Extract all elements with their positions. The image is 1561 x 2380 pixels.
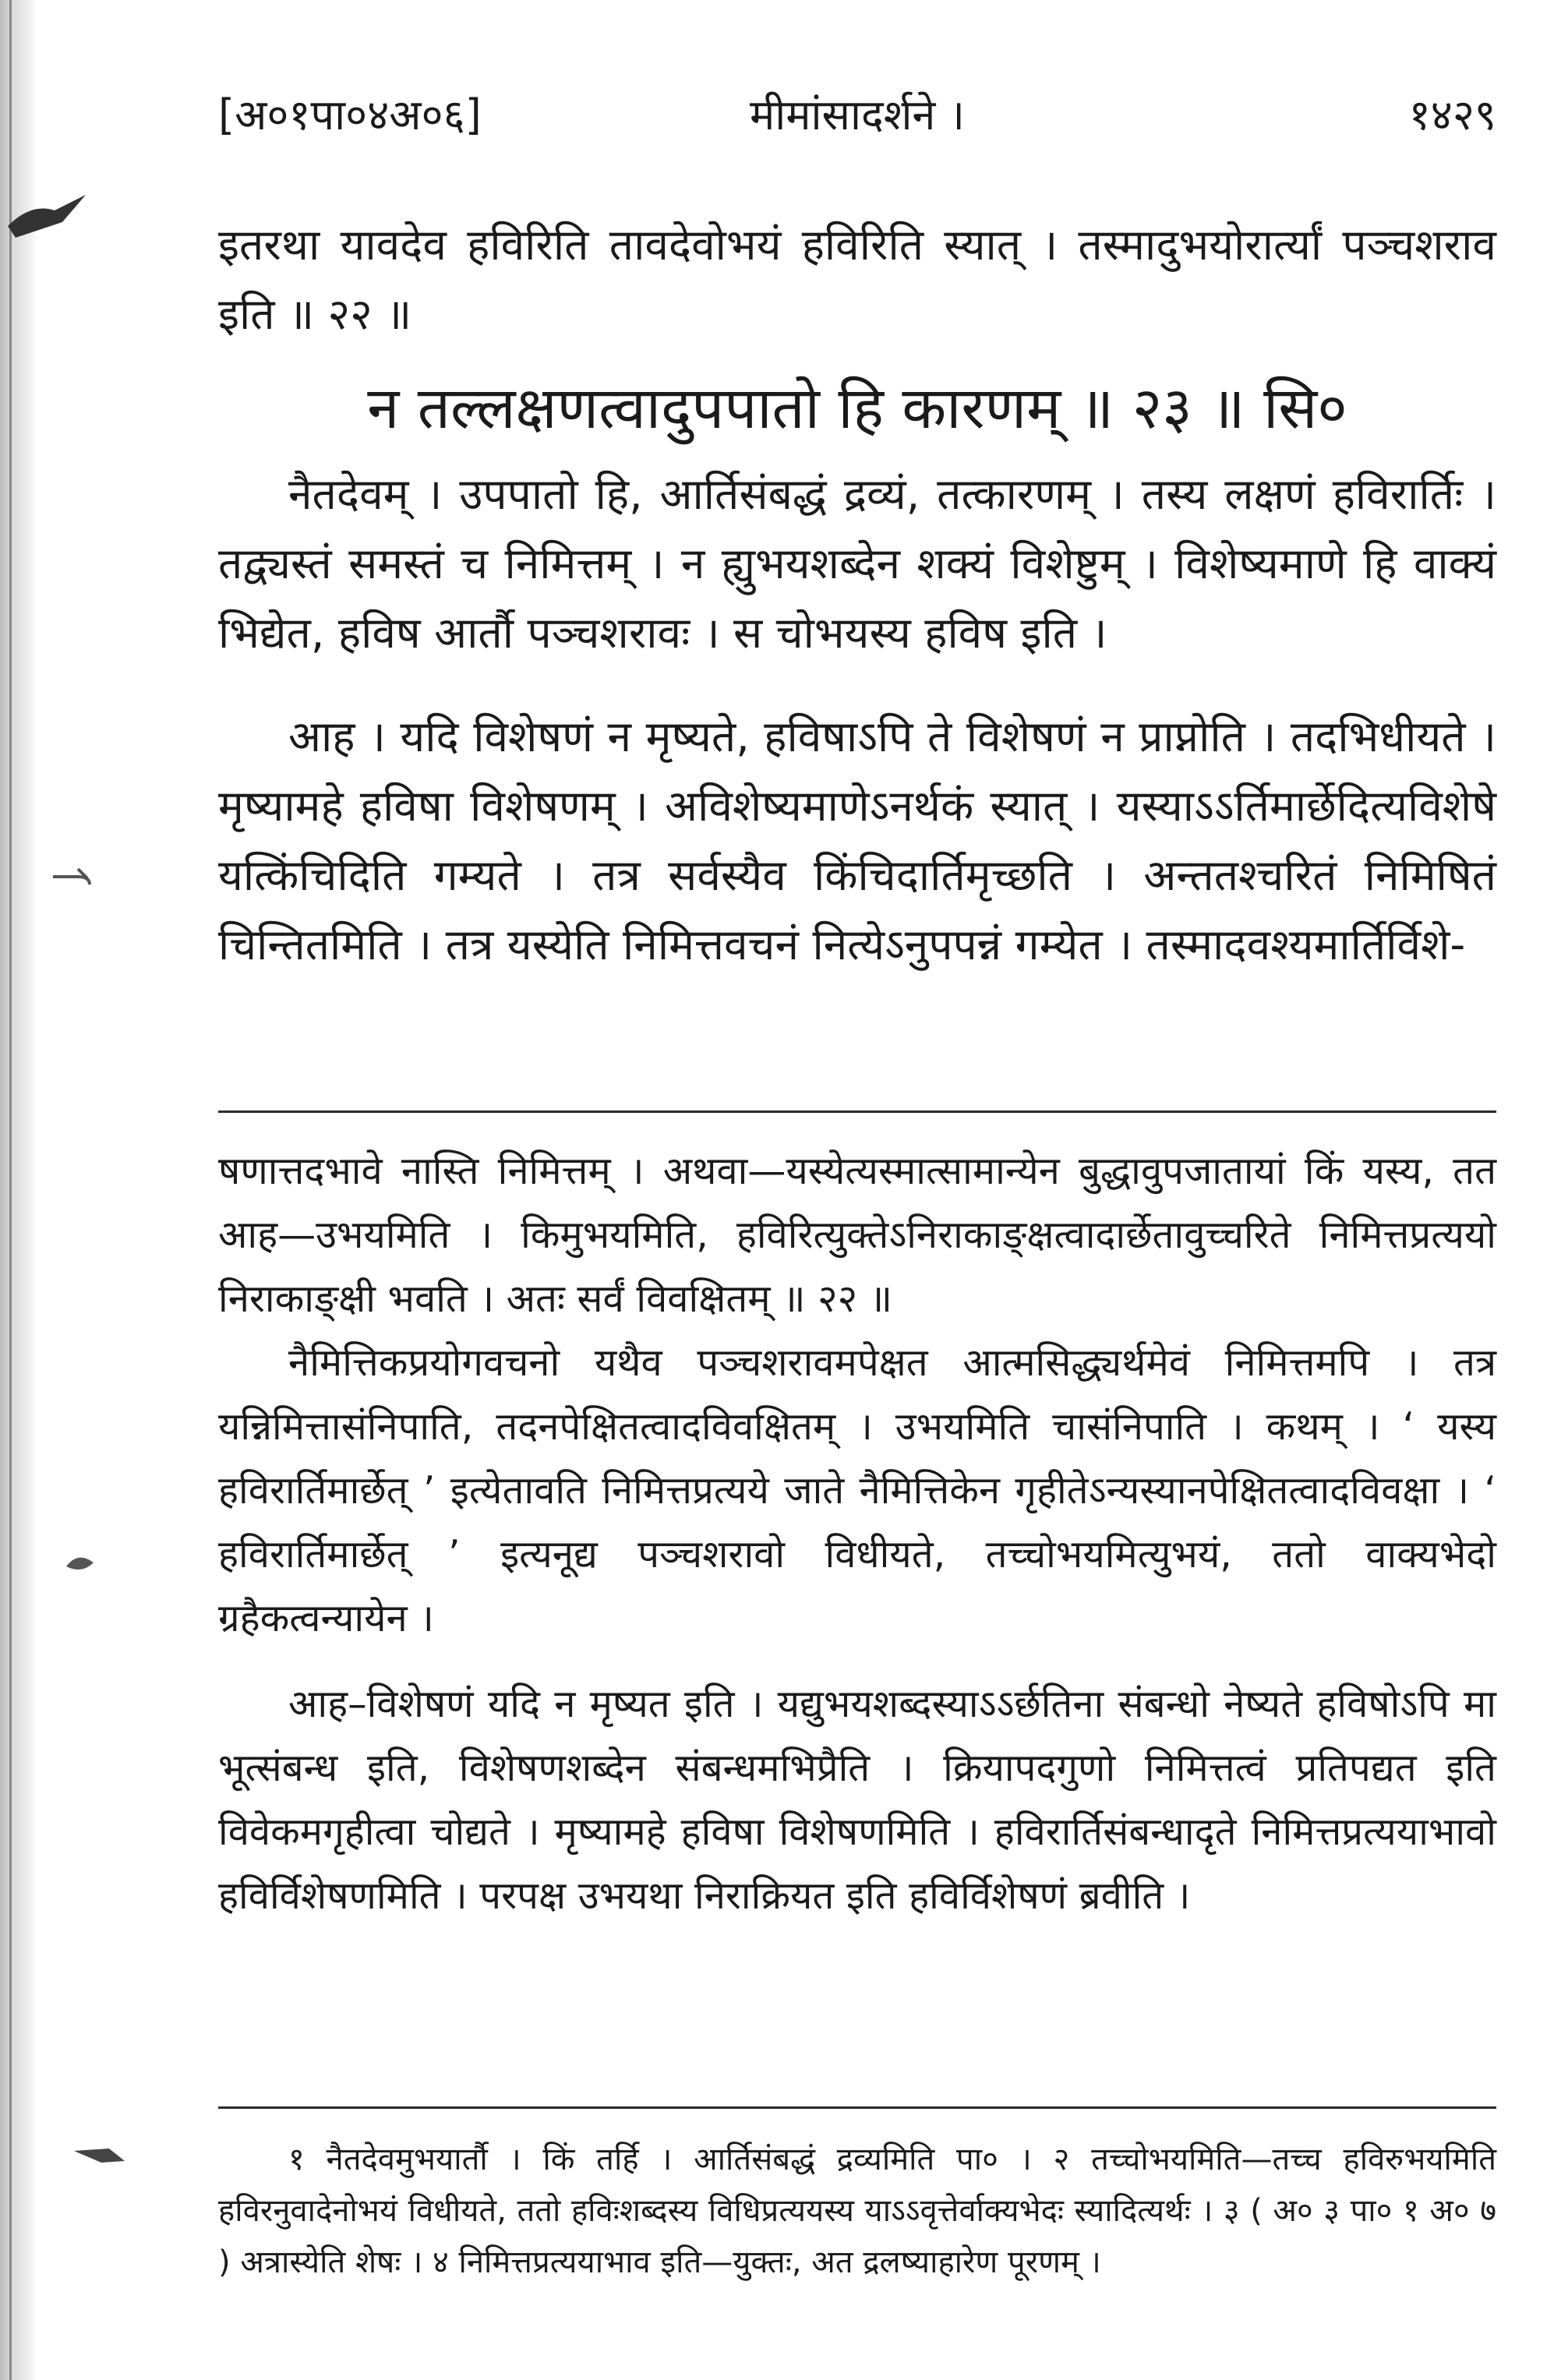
margin-ink-smudge	[70, 2139, 132, 2170]
margin-hook-mark	[47, 861, 101, 892]
footnote-text: १ नैतदेवमुभयार्तौ । किं तर्हि । आर्तिसंबद्धं द्रव्यमिति पा० । २ तच्चोभयमिति—तच्च हविरुभयमिति हविरनुवादेनोभयं विधीयते, ततो हविःशब्दस्य विधिप्रत्ययस्य याऽऽवृत्तेर्वाक्यभेदः स्यादित्यर्थः । ३ ( अ० ३ पा० १ अ० ७ ) अत्रास्येति शेषः । ४ निमित्तप्रत्ययाभाव इति—युक्तः, अत द्रलष्याहारेण पूरणम् ।	[218, 2142, 1496, 2280]
commentary-paragraph-3: आह–विशेषणं यदि न मृष्यत इति । यद्युभयशब्दस्याऽऽर्छतिना संबन्धो नेष्यते हविषोऽपि मा भूत्संबन्ध इति, विशेषणशब्देन संबन्धमभिप्रैति । क्रियापदगुणो निमित्तत्वं प्रतिपद्यत इति विवेकमगृहीत्वा चोद्यते । मृष्यामहे हविषा विशेषणमिति । हविरार्तिसंबन्धादृते निमित्तप्रत्ययाभावो हविर्विशेषणमिति । परपक्ष उभयथा निराक्रियत इति हविर्विशेषणं ब्रवीति ।	[218, 1682, 1496, 1918]
page-number: १४२९	[1408, 90, 1496, 139]
commentary-block	[218, 1139, 1496, 1928]
commentary-separator-rule	[218, 1111, 1496, 1113]
header-section-reference: [अ०१पा०४अ०६]	[218, 90, 482, 139]
bhashya-paragraph-2: आह । यदि विशेषणं न मृष्यते, हविषाऽपि ते विशेषणं न प्राप्नोति । तदभिधीयते । मृष्यामहे हविषा विशेषणम् । अविशेष्यमाणेऽनर्थकं स्यात् । यस्याऽऽर्तिमार्छेदित्यविशेषे यत्किंचिदिति गम्यते । तत्र सर्वस्यैव किंचिदार्तिमृच्छति । अन्ततश्चरितं निमिषितं चिन्तितमिति । तत्र यस्येति निमित्तवचनं नित्येऽनुपपन्नं गम्येत । तस्मादवश्यमार्तिर्विशे-	[218, 712, 1496, 969]
commentary-paragraph-2: नैमित्तिकप्रयोगवचनो यथैव पञ्चशरावमपेक्षत आत्मसिद्ध्यर्थमेवं निमित्तमपि । तत्र यन्निमित्तासंनिपाति, तदनपेक्षितत्वादविवक्षितम् । उभयमिति चासंनिपाति । कथम् । ‘ यस्य हविरार्तिमार्छेत् ’ इत्येतावति निमित्तप्रत्यये जाते नैमित्तिकेन गृहीतेऽन्यस्यानपेक्षितत्वादविवक्षा । ‘ हविरार्तिमार्छेत् ’ इत्यनूद्य पञ्चशरावो विधीयते, तच्चोभयमित्युभयं, ततो वाक्यभेदो ग्रहैकत्वन्यायेन ।	[218, 1340, 1496, 1640]
intro-paragraph: इतरथा यावदेव हविरिति तावदेवोभयं हविरिति स्यात् । तस्मादुभयोरार्त्यां पञ्चशराव इति ॥ २२ ॥	[218, 220, 1496, 339]
running-header	[218, 84, 1496, 147]
footnote-separator-rule	[218, 2106, 1496, 2109]
margin-ink-spot	[58, 1547, 105, 1578]
header-book-title: मीमांसादर्शने ।	[749, 90, 966, 139]
margin-ink-mark	[0, 179, 94, 249]
footnotes-block	[218, 2134, 1496, 2288]
binding-edge-line	[9, 0, 12, 2380]
bhashya-paragraph-1: नैतदेवम् । उपपातो हि, आर्तिसंबद्धं द्रव्यं, तत्कारणम् । तस्य लक्षणं हविरार्तिः । तद्व्यस्तं समस्तं च निमित्तम् । न ह्युभयशब्देन शक्यं विशेष्टुम् । विशेष्यमाणे हि वाक्यं भिद्येत, हविष आर्तौ पञ्चशरावः । स चोभयस्य हविष इति ।	[218, 469, 1496, 658]
main-text-intro	[218, 210, 1496, 349]
commentary-paragraph-1: षणात्तदभावे नास्ति निमित्तम् । अथवा—यस्येत्यस्मात्सामान्येन बुद्धावुपजातायां किं यस्य, तत आह—उभयमिति । किमुभयमिति, हविरित्युक्तेऽनिराकाङ्क्षत्वादार्छेतावुच्चरिते निमित्तप्रत्ययो निराकाङ्क्षी भवति । अतः सर्वं विवक्षितम् ॥ २२ ॥	[218, 1149, 1496, 1321]
main-text-body	[218, 460, 1496, 980]
page-edge-shadow	[0, 0, 37, 2380]
sutra-line: न तल्लक्षणत्वादुपपातो हि कारणम् ॥ २३ ॥ सि०	[367, 375, 1347, 442]
